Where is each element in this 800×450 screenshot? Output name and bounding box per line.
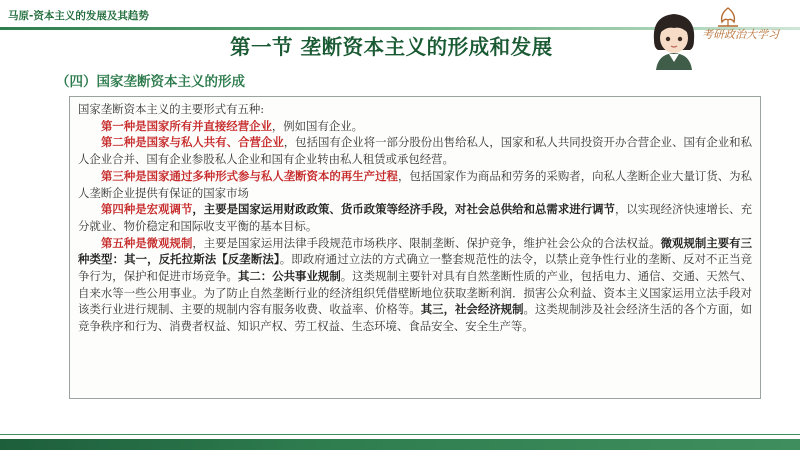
form-5-text-1: ，主要是国家运用法律手段规范市场秩序、限制垄断、保护竞争，维护社会公众的合法权益。 <box>192 235 661 250</box>
form-5-heading: 第五种是微观规制 <box>101 235 193 250</box>
cartoon-avatar-icon <box>648 10 700 70</box>
slide-title: 第一节 垄断资本主义的形成和发展 <box>230 35 553 59</box>
form-1-heading: 第一种是国家所有并直接经营企业 <box>101 118 272 133</box>
form-2-heading: 第二种是国家与私人共有、合营企业 <box>101 135 284 150</box>
brand-logo-icon <box>714 6 742 28</box>
form-2-text: ，包括国有企业将一部分股份出售给私人，国家和私人共同投资开办合营企业、国有企业和私人企业合并、国有企业参股私人企业和国有企业转由私人租赁或承包经营。 <box>78 135 752 167</box>
form-4-heading: 第四种是宏观调节 <box>101 202 193 217</box>
form-5-text-2: 。即政府通过立法的方式确立一整套规范性的法令，以禁止竞争性行业的垄断、反对不正当竞争行为，保护和促进市场竞争。 <box>78 252 752 284</box>
regulation-type-1: 微观规制主要有三种类型：其一，反托拉斯法【反垄断法】 <box>78 235 752 267</box>
form-5-text-3: 。这类规制主要针对具有自然垄断性质的产业，包括电力、通信、交通、天然气、自来水等一些公用事业。为了防止自然垄断行业的经济组织凭借壁断地位获取垄断利润．损害公众利益、资本主义国家运用立法手段对该类行业进行规制、主要的规制内容有服务收费、收益率、价格等。 <box>78 269 752 317</box>
bottom-band <box>0 438 800 450</box>
form-3-heading: 第三种是国家通过多种形式参与私人垄断资本的再生产过程 <box>101 168 398 183</box>
regulation-type-2: 其二：公共事业规制 <box>237 269 341 284</box>
form-3-text: ，包括国家作为商品和劳务的采购者，向私人垄断企业大量订货、为私人垄断企业提供有保证的国家市场 <box>78 168 752 200</box>
form-item-3 <box>78 168 752 201</box>
intro-line: 国家垄断资本主义的主要形式有五种: <box>78 102 265 116</box>
form-1-text: ，例如国有企业。 <box>271 118 364 133</box>
regulation-type-3: 其三，社会经济规制 <box>420 302 524 317</box>
content-box <box>69 96 761 399</box>
section-title: （四）国家垄断资本主义的形成 <box>56 74 245 90</box>
form-item-1 <box>78 118 752 135</box>
form-item-2 <box>78 134 752 167</box>
course-tag: 马原-资本主义的发展及其趋势 <box>8 10 149 22</box>
form-5-text-4: 。这类规制涉及社会经济生活的各个方面，如竞争秩序和行为、消费者权益、知识产权、劳工权益、生态环境、食品安全、安全生产等。 <box>78 302 752 334</box>
form-4-text: ，以实现经济快速增长、充分就业、物价稳定和国际收支平衡的基本目标。 <box>78 202 752 233</box>
form-4-emphasis: ，主要是国家运用财政政策、货币政策等经济手段，对社会总供给和总需求进行调节 <box>192 202 615 217</box>
form-item-5 <box>78 235 752 335</box>
form-item-4 <box>78 201 752 234</box>
brand-text: 考研政治大学习 <box>702 28 779 41</box>
